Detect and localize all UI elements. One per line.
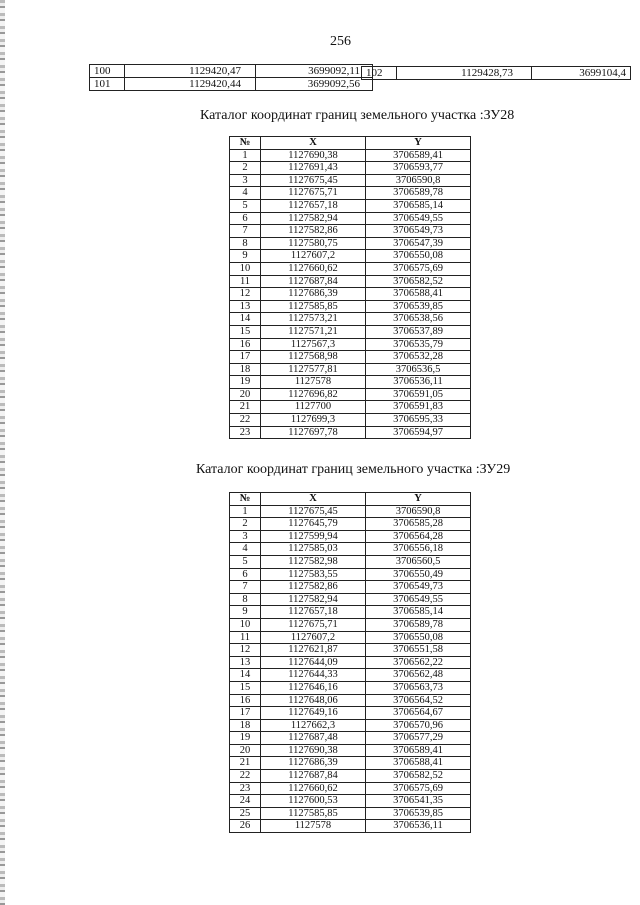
cell-y: 3706575,69 <box>366 782 471 795</box>
cell-y: 3706564,67 <box>366 707 471 720</box>
cell-number: 9 <box>230 606 261 619</box>
cell-y: 3706539,85 <box>366 300 471 313</box>
cell-number: 5 <box>230 199 261 212</box>
column-header-y: Y <box>366 493 471 506</box>
cell-x: 1127657,18 <box>261 606 366 619</box>
catalog-zu29-table <box>229 492 471 833</box>
cell-number: 17 <box>230 351 261 364</box>
cell-number: 16 <box>230 694 261 707</box>
cell-y: 3706588,41 <box>366 757 471 770</box>
cell-number: 7 <box>230 225 261 238</box>
cell-number: 18 <box>230 363 261 376</box>
cell-y: 3706549,55 <box>366 593 471 606</box>
cell-number: 26 <box>230 820 261 833</box>
column-header-x: X <box>261 137 366 150</box>
cell-number: 10 <box>230 618 261 631</box>
cell-y: 3706549,73 <box>366 225 471 238</box>
cell-number: 1 <box>230 149 261 162</box>
cell-number: 20 <box>230 744 261 757</box>
cell-x: 1127687,48 <box>261 732 366 745</box>
table-row <box>230 338 471 351</box>
scan-edge <box>0 0 5 905</box>
table-row <box>230 820 471 833</box>
cell-x: 1127578 <box>261 376 366 389</box>
table-row <box>230 325 471 338</box>
catalog-zu28-rows <box>230 149 471 439</box>
cell-x: 1127691,43 <box>261 162 366 175</box>
cell-number: 4 <box>230 543 261 556</box>
cell-y: 3706535,79 <box>366 338 471 351</box>
cell-x: 1127571,21 <box>261 325 366 338</box>
cell-x: 1127621,87 <box>261 644 366 657</box>
cell-x: 1127657,18 <box>261 199 366 212</box>
cell-number: 6 <box>230 212 261 225</box>
table-row <box>230 770 471 783</box>
cell-number: 8 <box>230 593 261 606</box>
table-row <box>230 568 471 581</box>
cell-y: 3706532,28 <box>366 351 471 364</box>
cell-number: 14 <box>230 313 261 326</box>
cell-x: 1127646,16 <box>261 681 366 694</box>
cell-x: 1127690,38 <box>261 149 366 162</box>
cell-number: 12 <box>230 288 261 301</box>
cell-y: 3706563,73 <box>366 681 471 694</box>
table-row <box>230 719 471 732</box>
cell-number: 22 <box>230 770 261 783</box>
cell-x: 1127585,85 <box>261 807 366 820</box>
cell-number: 11 <box>230 631 261 644</box>
table-row <box>230 376 471 389</box>
cell-y: 3706577,29 <box>366 732 471 745</box>
cell-x: 1129420,47 <box>125 65 256 78</box>
cell-y: 3706536,11 <box>366 376 471 389</box>
cell-number: 7 <box>230 581 261 594</box>
cell-x: 1127700 <box>261 401 366 414</box>
cell-y: 3706564,52 <box>366 694 471 707</box>
table-row <box>230 606 471 619</box>
table-row <box>230 732 471 745</box>
cell-number: 5 <box>230 555 261 568</box>
cell-x: 1127607,2 <box>261 250 366 263</box>
cell-y: 3699104,4 <box>532 67 631 80</box>
cell-y: 3706550,49 <box>366 568 471 581</box>
table-row <box>230 694 471 707</box>
table-row <box>230 518 471 531</box>
cell-x: 1127645,79 <box>261 518 366 531</box>
cell-y: 3706551,58 <box>366 644 471 657</box>
cell-number: 18 <box>230 719 261 732</box>
cell-number: 9 <box>230 250 261 263</box>
cell-y: 3706585,14 <box>366 606 471 619</box>
cell-y: 3706539,85 <box>366 807 471 820</box>
table-row <box>230 644 471 657</box>
table-row <box>230 543 471 556</box>
cell-x: 1127582,86 <box>261 225 366 238</box>
cell-x: 1127567,3 <box>261 338 366 351</box>
cell-y: 3706595,33 <box>366 414 471 427</box>
table-row <box>230 250 471 263</box>
cell-y: 3706589,78 <box>366 618 471 631</box>
cell-x: 1127578 <box>261 820 366 833</box>
cell-y: 3706590,8 <box>366 505 471 518</box>
cell-y: 3706570,96 <box>366 719 471 732</box>
cell-number: 20 <box>230 388 261 401</box>
cell-x: 1127607,2 <box>261 631 366 644</box>
cell-y: 3706536,5 <box>366 363 471 376</box>
table-row <box>230 162 471 175</box>
cell-y: 3706589,41 <box>366 744 471 757</box>
cell-y: 3706585,28 <box>366 518 471 531</box>
table-row <box>230 174 471 187</box>
cell-number: 101 <box>90 78 125 91</box>
table-header-row <box>230 137 471 150</box>
table-row <box>230 288 471 301</box>
cell-x: 1127582,86 <box>261 581 366 594</box>
table-row <box>230 401 471 414</box>
cell-y: 3706550,08 <box>366 250 471 263</box>
table-row <box>362 67 631 80</box>
cell-y: 3706549,73 <box>366 581 471 594</box>
cell-y: 3706590,8 <box>366 174 471 187</box>
table-row <box>230 681 471 694</box>
cell-number: 24 <box>230 795 261 808</box>
column-header-y: Y <box>366 137 471 150</box>
cell-x: 1127599,94 <box>261 530 366 543</box>
cell-x: 1127690,38 <box>261 744 366 757</box>
cell-number: 3 <box>230 530 261 543</box>
cell-y: 3706585,14 <box>366 199 471 212</box>
table-row <box>230 656 471 669</box>
cell-y: 3706582,52 <box>366 275 471 288</box>
table-row <box>90 78 373 91</box>
cell-x: 1127675,45 <box>261 505 366 518</box>
table-row <box>230 351 471 364</box>
cell-y: 3706591,05 <box>366 388 471 401</box>
cell-y: 3699092,11 <box>256 65 373 78</box>
cell-x: 1127648,06 <box>261 694 366 707</box>
cell-x: 1127585,85 <box>261 300 366 313</box>
cell-x: 1127675,71 <box>261 618 366 631</box>
table-row <box>230 363 471 376</box>
cell-x: 1127573,21 <box>261 313 366 326</box>
continued-table-left <box>89 64 373 91</box>
cell-number: 11 <box>230 275 261 288</box>
table-row <box>230 313 471 326</box>
cell-number: 3 <box>230 174 261 187</box>
cell-number: 102 <box>362 67 397 80</box>
cell-number: 4 <box>230 187 261 200</box>
catalog-zu29-title: Каталог координат границ земельного участка :ЗУ29 <box>196 462 511 477</box>
cell-x: 1127600,53 <box>261 795 366 808</box>
cell-number: 100 <box>90 65 125 78</box>
cell-x: 1127699,3 <box>261 414 366 427</box>
cell-x: 1127660,62 <box>261 782 366 795</box>
catalog-zu29-rows <box>230 505 471 832</box>
cell-y: 3706589,41 <box>366 149 471 162</box>
table-row <box>230 581 471 594</box>
cell-y: 3706550,08 <box>366 631 471 644</box>
table-row <box>230 707 471 720</box>
cell-x: 1127644,09 <box>261 656 366 669</box>
table-row <box>230 426 471 439</box>
cell-y: 3706549,55 <box>366 212 471 225</box>
cell-number: 13 <box>230 656 261 669</box>
table-row <box>230 807 471 820</box>
cell-y: 3706594,97 <box>366 426 471 439</box>
catalog-zu28-table <box>229 136 471 439</box>
cell-number: 19 <box>230 376 261 389</box>
cell-x: 1127696,82 <box>261 388 366 401</box>
cell-y: 3699092,56 <box>256 78 373 91</box>
cell-number: 21 <box>230 757 261 770</box>
table-row <box>230 199 471 212</box>
cell-number: 2 <box>230 162 261 175</box>
table-row <box>230 212 471 225</box>
table-row <box>230 275 471 288</box>
cell-y: 3706575,69 <box>366 262 471 275</box>
cell-number: 17 <box>230 707 261 720</box>
column-header-x: X <box>261 493 366 506</box>
cell-number: 15 <box>230 325 261 338</box>
cell-number: 13 <box>230 300 261 313</box>
cell-x: 1127662,3 <box>261 719 366 732</box>
cell-x: 1127568,98 <box>261 351 366 364</box>
table-row <box>230 225 471 238</box>
table-row <box>230 187 471 200</box>
table-row <box>230 782 471 795</box>
table-row <box>230 631 471 644</box>
cell-x: 1127687,84 <box>261 770 366 783</box>
cell-number: 2 <box>230 518 261 531</box>
cell-y: 3706536,11 <box>366 820 471 833</box>
cell-x: 1129420,44 <box>125 78 256 91</box>
table-row <box>230 795 471 808</box>
cell-x: 1127577,81 <box>261 363 366 376</box>
cell-x: 1127585,03 <box>261 543 366 556</box>
table-row <box>230 757 471 770</box>
cell-y: 3706562,48 <box>366 669 471 682</box>
column-header-number: № <box>230 493 261 506</box>
cell-number: 1 <box>230 505 261 518</box>
table-row <box>230 505 471 518</box>
cell-x: 1129428,73 <box>397 67 532 80</box>
cell-x: 1127686,39 <box>261 288 366 301</box>
cell-number: 6 <box>230 568 261 581</box>
cell-number: 16 <box>230 338 261 351</box>
table-row <box>230 388 471 401</box>
cell-number: 23 <box>230 782 261 795</box>
cell-number: 22 <box>230 414 261 427</box>
cell-y: 3706588,41 <box>366 288 471 301</box>
cell-x: 1127583,55 <box>261 568 366 581</box>
cell-number: 10 <box>230 262 261 275</box>
column-header-number: № <box>230 137 261 150</box>
cell-x: 1127582,98 <box>261 555 366 568</box>
cell-y: 3706547,39 <box>366 237 471 250</box>
cell-y: 3706593,77 <box>366 162 471 175</box>
cell-x: 1127675,45 <box>261 174 366 187</box>
cell-number: 14 <box>230 669 261 682</box>
cell-y: 3706560,5 <box>366 555 471 568</box>
cell-y: 3706582,52 <box>366 770 471 783</box>
cell-x: 1127686,39 <box>261 757 366 770</box>
cell-x: 1127697,78 <box>261 426 366 439</box>
cell-number: 23 <box>230 426 261 439</box>
cell-x: 1127582,94 <box>261 212 366 225</box>
cell-y: 3706562,22 <box>366 656 471 669</box>
table-header-row <box>230 493 471 506</box>
cell-x: 1127660,62 <box>261 262 366 275</box>
cell-x: 1127582,94 <box>261 593 366 606</box>
table-row <box>90 65 373 78</box>
continued-rows-right <box>362 67 631 80</box>
cell-y: 3706564,28 <box>366 530 471 543</box>
continued-rows-left <box>90 65 373 91</box>
cell-x: 1127687,84 <box>261 275 366 288</box>
table-row <box>230 593 471 606</box>
table-row <box>230 414 471 427</box>
table-row <box>230 262 471 275</box>
cell-number: 12 <box>230 644 261 657</box>
cell-y: 3706589,78 <box>366 187 471 200</box>
table-row <box>230 237 471 250</box>
cell-number: 25 <box>230 807 261 820</box>
cell-x: 1127675,71 <box>261 187 366 200</box>
table-row <box>230 744 471 757</box>
page-number: 256 <box>330 34 351 49</box>
cell-y: 3706538,56 <box>366 313 471 326</box>
table-row <box>230 669 471 682</box>
cell-y: 3706541,35 <box>366 795 471 808</box>
table-row <box>230 530 471 543</box>
cell-x: 1127649,16 <box>261 707 366 720</box>
table-row <box>230 618 471 631</box>
cell-x: 1127644,33 <box>261 669 366 682</box>
cell-y: 3706537,89 <box>366 325 471 338</box>
cell-y: 3706591,83 <box>366 401 471 414</box>
cell-y: 3706556,18 <box>366 543 471 556</box>
table-row <box>230 555 471 568</box>
cell-x: 1127580,75 <box>261 237 366 250</box>
catalog-zu28-title: Каталог координат границ земельного участка :ЗУ28 <box>200 108 515 123</box>
cell-number: 8 <box>230 237 261 250</box>
cell-number: 15 <box>230 681 261 694</box>
cell-number: 21 <box>230 401 261 414</box>
continued-table-right <box>361 66 631 80</box>
table-row <box>230 149 471 162</box>
table-row <box>230 300 471 313</box>
cell-number: 19 <box>230 732 261 745</box>
